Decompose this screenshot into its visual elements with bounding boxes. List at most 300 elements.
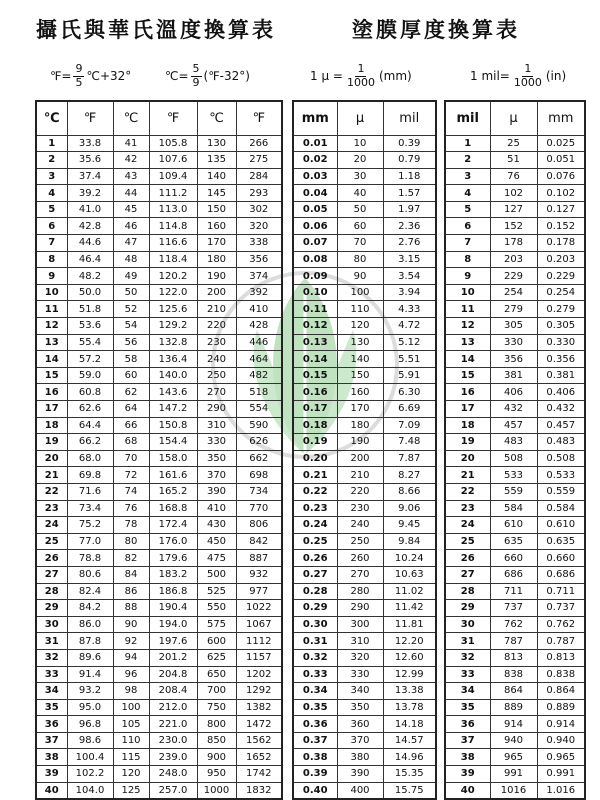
table-cell: 0.23 xyxy=(293,500,337,517)
table-cell: 1 xyxy=(36,135,67,152)
table-cell: 180 xyxy=(197,251,236,268)
table-cell: 0.14 xyxy=(293,351,337,368)
table-cell: 508 xyxy=(490,450,537,467)
table-row xyxy=(293,749,436,766)
table-cell: 0.13 xyxy=(293,334,337,351)
table-cell: 0.28 xyxy=(293,583,337,600)
table-cell: 0.16 xyxy=(293,384,337,401)
table-cell: 36 xyxy=(36,716,67,733)
table-cell: 940 xyxy=(490,732,537,749)
table-cell: 750 xyxy=(197,699,236,716)
table-cell: 221.0 xyxy=(149,716,197,733)
table-cell: 120 xyxy=(337,318,383,335)
table-cell: 210 xyxy=(197,301,236,318)
table-row xyxy=(293,666,436,683)
table-cell: 977 xyxy=(236,583,282,600)
table-cell: 0.33 xyxy=(293,666,337,683)
table-cell: 787 xyxy=(490,633,537,650)
header-fahrenheit: ℉ xyxy=(149,101,197,135)
table-cell: 60 xyxy=(337,218,383,235)
table-cell: 22 xyxy=(445,483,490,500)
table-cell: 47 xyxy=(113,235,149,252)
table-cell: 0.330 xyxy=(537,334,585,351)
table-cell: 208.4 xyxy=(149,683,197,700)
table-cell: 38 xyxy=(36,749,67,766)
table-cell: 0.381 xyxy=(537,367,585,384)
table-cell: 239.0 xyxy=(149,749,197,766)
table-cell: 257.0 xyxy=(149,782,197,799)
table-cell: 0.102 xyxy=(537,185,585,202)
table-row xyxy=(36,434,282,451)
table-cell: 1016 xyxy=(490,782,537,799)
table-cell: 0.34 xyxy=(293,683,337,700)
table-cell: 17 xyxy=(445,401,490,418)
table-cell: 203 xyxy=(490,251,537,268)
table-cell: 6.30 xyxy=(383,384,436,401)
table-row xyxy=(445,185,585,202)
table-row xyxy=(445,417,585,434)
table-cell: 0.864 xyxy=(537,683,585,700)
table-cell: 20 xyxy=(337,152,383,169)
table-cell: 80 xyxy=(337,251,383,268)
table-cell: 305 xyxy=(490,318,537,335)
table-row xyxy=(36,135,282,152)
table-cell: 46 xyxy=(113,218,149,235)
table-cell: 0.991 xyxy=(537,766,585,783)
table-cell: 102.2 xyxy=(67,766,113,783)
table-row xyxy=(293,318,436,335)
table-cell: 110 xyxy=(337,301,383,318)
table-cell: 0.127 xyxy=(537,201,585,218)
table-cell: 57.2 xyxy=(67,351,113,368)
table-cell: 5.12 xyxy=(383,334,436,351)
table-cell: 290 xyxy=(197,401,236,418)
table-cell: 29 xyxy=(445,600,490,617)
table-cell: 554 xyxy=(236,401,282,418)
table-cell: 114.8 xyxy=(149,218,197,235)
table-row xyxy=(445,301,585,318)
table-cell: 266 xyxy=(236,135,282,152)
table-row xyxy=(445,517,585,534)
title-thickness: 塗膜厚度換算表 xyxy=(352,18,520,42)
formula-prefix: 1 mil= xyxy=(470,69,510,83)
table-row xyxy=(36,185,282,202)
table-cell: 734 xyxy=(236,483,282,500)
table-cell: 140.0 xyxy=(149,367,197,384)
table-cell: 28 xyxy=(36,583,67,600)
table-cell: 0.11 xyxy=(293,301,337,318)
table-cell: 0.737 xyxy=(537,600,585,617)
table-cell: 0.584 xyxy=(537,500,585,517)
header-micron: μ xyxy=(490,101,537,135)
table-cell: 17 xyxy=(36,401,67,418)
table-cell: 130 xyxy=(337,334,383,351)
table-cell: 838 xyxy=(490,666,537,683)
fraction-denominator: 5 xyxy=(75,75,83,89)
table-cell: 475 xyxy=(197,550,236,567)
table-cell: 127 xyxy=(490,201,537,218)
table-cell: 0.36 xyxy=(293,716,337,733)
table-cell: 350 xyxy=(337,699,383,716)
table-cell: 390 xyxy=(337,766,383,783)
table-row xyxy=(445,533,585,550)
table-cell: 806 xyxy=(236,517,282,534)
table-cell: 293 xyxy=(236,185,282,202)
table-cell: 11.02 xyxy=(383,583,436,600)
table-row xyxy=(445,649,585,666)
formula-prefix: ℃= xyxy=(165,69,189,83)
table-cell: 98 xyxy=(113,683,149,700)
table-cell: 1292 xyxy=(236,683,282,700)
table-cell: 457 xyxy=(490,417,537,434)
table-cell: 635 xyxy=(490,533,537,550)
table-cell: 0.04 xyxy=(293,185,337,202)
table-row xyxy=(445,384,585,401)
table-row xyxy=(36,384,282,401)
table-cell: 26 xyxy=(36,550,67,567)
table-cell: 0.31 xyxy=(293,633,337,650)
table-row xyxy=(445,716,585,733)
table-cell: 0.940 xyxy=(537,732,585,749)
table-cell: 49 xyxy=(113,268,149,285)
table-cell: 6 xyxy=(36,218,67,235)
table-cell: 10.24 xyxy=(383,550,436,567)
table-cell: 1022 xyxy=(236,600,282,617)
table-row xyxy=(445,401,585,418)
table-cell: 0.25 xyxy=(293,533,337,550)
table-cell: 98.6 xyxy=(67,732,113,749)
table-cell: 0.025 xyxy=(537,135,585,152)
table-cell: 813 xyxy=(490,649,537,666)
table-row xyxy=(445,600,585,617)
table-cell: 53.6 xyxy=(67,318,113,335)
table-cell: 94 xyxy=(113,649,149,666)
table-cell: 74 xyxy=(113,483,149,500)
table-cell: 3.15 xyxy=(383,251,436,268)
table-cell: 10.63 xyxy=(383,566,436,583)
table-cell: 176.0 xyxy=(149,533,197,550)
table-row xyxy=(445,550,585,567)
table-row xyxy=(293,367,436,384)
table-cell: 40 xyxy=(36,782,67,799)
table-row xyxy=(36,152,282,169)
formula-fraction xyxy=(345,63,377,88)
table-cell: 10 xyxy=(36,284,67,301)
table-cell: 50.0 xyxy=(67,284,113,301)
table-cell: 356 xyxy=(236,251,282,268)
table-cell: 14.18 xyxy=(383,716,436,733)
table-row xyxy=(36,666,282,683)
table-row xyxy=(445,683,585,700)
table-cell: 575 xyxy=(197,616,236,633)
fraction-denominator: 1000 xyxy=(346,75,375,89)
formula-suffix: (in) xyxy=(545,69,567,83)
table-row xyxy=(293,201,436,218)
header-celsius: ℃ xyxy=(113,101,149,135)
table-cell: 16 xyxy=(36,384,67,401)
formula-suffix: ℃+32° xyxy=(86,69,132,83)
table-cell: 71.6 xyxy=(67,483,113,500)
table-cell: 39 xyxy=(36,766,67,783)
table-cell: 0.08 xyxy=(293,251,337,268)
header-micron: μ xyxy=(337,101,383,135)
table-row xyxy=(445,483,585,500)
table-cell: 0.05 xyxy=(293,201,337,218)
table-cell: 38 xyxy=(445,749,490,766)
table-cell: 518 xyxy=(236,384,282,401)
table-cell: 1832 xyxy=(236,782,282,799)
table-cell: 914 xyxy=(490,716,537,733)
table-cell: 140 xyxy=(197,168,236,185)
table-cell: 140 xyxy=(337,351,383,368)
table-cell: 11.81 xyxy=(383,616,436,633)
table-cell: 147.2 xyxy=(149,401,197,418)
formula-micron xyxy=(310,58,412,94)
table-cell: 260 xyxy=(337,550,383,567)
fraction-denominator: 9 xyxy=(192,75,200,89)
header-celsius: ℃ xyxy=(197,101,236,135)
table-cell: 35.6 xyxy=(67,152,113,169)
table-row xyxy=(293,235,436,252)
table-cell: 80 xyxy=(113,533,149,550)
header-mm: mm xyxy=(293,101,337,135)
table-cell: 0.203 xyxy=(537,251,585,268)
table-cell: 590 xyxy=(236,417,282,434)
table-row xyxy=(293,683,436,700)
table-cell: 330 xyxy=(490,334,537,351)
table-cell: 1472 xyxy=(236,716,282,733)
table-row xyxy=(293,716,436,733)
table-row xyxy=(445,566,585,583)
table-cell: 152 xyxy=(490,218,537,235)
table-cell: 77.0 xyxy=(67,533,113,550)
table-row xyxy=(36,301,282,318)
table-cell: 30 xyxy=(36,616,67,633)
table-cell: 662 xyxy=(236,450,282,467)
table-cell: 240 xyxy=(197,351,236,368)
table-row xyxy=(36,649,282,666)
thickness-table xyxy=(292,100,437,800)
table-cell: 284 xyxy=(236,168,282,185)
table-cell: 64 xyxy=(113,401,149,418)
table-cell: 44.6 xyxy=(67,235,113,252)
table-cell: 190.4 xyxy=(149,600,197,617)
table-cell: 51.8 xyxy=(67,301,113,318)
table-cell: 5.51 xyxy=(383,351,436,368)
table-cell: 33.8 xyxy=(67,135,113,152)
table-cell: 300 xyxy=(337,616,383,633)
table-row xyxy=(293,766,436,783)
table-cell: 0.40 xyxy=(293,782,337,799)
table-cell: 118.4 xyxy=(149,251,197,268)
table-row xyxy=(445,318,585,335)
table-cell: 33 xyxy=(445,666,490,683)
table-cell: 240 xyxy=(337,517,383,534)
table-cell: 392 xyxy=(236,284,282,301)
table-cell: 7 xyxy=(36,235,67,252)
table-cell: 100.4 xyxy=(67,749,113,766)
table-cell: 13 xyxy=(36,334,67,351)
table-row xyxy=(445,218,585,235)
table-cell: 900 xyxy=(197,749,236,766)
table-cell: 42.8 xyxy=(67,218,113,235)
table-row xyxy=(293,649,436,666)
table-cell: 48.2 xyxy=(67,268,113,285)
table-cell: 73.4 xyxy=(67,500,113,517)
table-cell: 533 xyxy=(490,467,537,484)
table-cell: 9 xyxy=(445,268,490,285)
table-row xyxy=(293,583,436,600)
table-cell: 37.4 xyxy=(67,168,113,185)
table-cell: 86.0 xyxy=(67,616,113,633)
table-row xyxy=(36,467,282,484)
table-cell: 1157 xyxy=(236,649,282,666)
table-cell: 69.8 xyxy=(67,467,113,484)
table-cell: 737 xyxy=(490,600,537,617)
table-cell: 3.54 xyxy=(383,268,436,285)
table-cell: 100 xyxy=(337,284,383,301)
table-row xyxy=(36,218,282,235)
table-cell: 0.03 xyxy=(293,168,337,185)
table-row xyxy=(36,201,282,218)
table-row xyxy=(445,583,585,600)
table-cell: 66.2 xyxy=(67,434,113,451)
table-cell: 330 xyxy=(337,666,383,683)
table-row xyxy=(445,450,585,467)
table-cell: 248.0 xyxy=(149,766,197,783)
table-cell: 23 xyxy=(445,500,490,517)
table-cell: 145 xyxy=(197,185,236,202)
table-cell: 711 xyxy=(490,583,537,600)
table-row xyxy=(445,235,585,252)
table-row xyxy=(445,251,585,268)
table-cell: 12.60 xyxy=(383,649,436,666)
table-row xyxy=(36,318,282,335)
table-cell: 93.2 xyxy=(67,683,113,700)
table-cell: 390 xyxy=(197,483,236,500)
table-cell: 338 xyxy=(236,235,282,252)
table-cell: 70 xyxy=(337,235,383,252)
table-cell: 161.6 xyxy=(149,467,197,484)
table-cell: 18 xyxy=(445,417,490,434)
table-cell: 190 xyxy=(197,268,236,285)
table-cell: 660 xyxy=(490,550,537,567)
table-cell: 170 xyxy=(337,401,383,418)
table-cell: 35 xyxy=(445,699,490,716)
table-cell: 4.33 xyxy=(383,301,436,318)
table-cell: 59.0 xyxy=(67,367,113,384)
table-row xyxy=(36,616,282,633)
mil-table-body xyxy=(445,135,585,799)
table-cell: 0.686 xyxy=(537,566,585,583)
table-cell: 330 xyxy=(197,434,236,451)
table-cell: 482 xyxy=(236,367,282,384)
table-cell: 770 xyxy=(236,500,282,517)
table-cell: 113.0 xyxy=(149,201,197,218)
table-cell: 31 xyxy=(36,633,67,650)
table-cell: 584 xyxy=(490,500,537,517)
formula-fahrenheit xyxy=(50,58,131,94)
table-cell: 0.787 xyxy=(537,633,585,650)
table-cell: 150 xyxy=(197,201,236,218)
table-cell: 374 xyxy=(236,268,282,285)
table-cell: 62.6 xyxy=(67,401,113,418)
table-cell: 356 xyxy=(490,351,537,368)
table-cell: 92 xyxy=(113,633,149,650)
table-cell: 0.21 xyxy=(293,467,337,484)
table-cell: 186.8 xyxy=(149,583,197,600)
table-cell: 15.35 xyxy=(383,766,436,783)
table-cell: 0.29 xyxy=(293,600,337,617)
table-row xyxy=(293,732,436,749)
table-cell: 178 xyxy=(490,235,537,252)
table-cell: 52 xyxy=(113,301,149,318)
table-row xyxy=(445,351,585,368)
table-row xyxy=(36,367,282,384)
table-cell: 230.0 xyxy=(149,732,197,749)
table-cell: 350 xyxy=(197,450,236,467)
table-cell: 172.4 xyxy=(149,517,197,534)
table-cell: 0.051 xyxy=(537,152,585,169)
table-cell: 20 xyxy=(445,450,490,467)
table-cell: 7.48 xyxy=(383,434,436,451)
table-row xyxy=(293,550,436,567)
table-cell: 0.610 xyxy=(537,517,585,534)
table-cell: 116.6 xyxy=(149,235,197,252)
table-cell: 88 xyxy=(113,600,149,617)
formula-mil xyxy=(470,58,566,94)
table-cell: 0.914 xyxy=(537,716,585,733)
formula-celsius xyxy=(165,58,250,94)
table-cell: 23 xyxy=(36,500,67,517)
table-cell: 34 xyxy=(36,683,67,700)
table-cell: 0.15 xyxy=(293,367,337,384)
formula-prefix: ℉= xyxy=(50,69,72,83)
table-row xyxy=(36,401,282,418)
table-cell: 95.0 xyxy=(67,699,113,716)
table-cell: 58 xyxy=(113,351,149,368)
table-cell: 3 xyxy=(445,168,490,185)
table-cell: 64.4 xyxy=(67,417,113,434)
header-fahrenheit: ℉ xyxy=(236,101,282,135)
table-cell: 129.2 xyxy=(149,318,197,335)
table-row xyxy=(445,135,585,152)
table-cell: 1 xyxy=(445,135,490,152)
table-row xyxy=(293,168,436,185)
table-cell: 76 xyxy=(113,500,149,517)
table-cell: 11 xyxy=(36,301,67,318)
table-cell: 82 xyxy=(113,550,149,567)
table-cell: 0.457 xyxy=(537,417,585,434)
table-cell: 464 xyxy=(236,351,282,368)
table-cell: 220 xyxy=(197,318,236,335)
table-cell: 5 xyxy=(36,201,67,218)
table-cell: 122.0 xyxy=(149,284,197,301)
table-cell: 32 xyxy=(445,649,490,666)
table-cell: 0.508 xyxy=(537,450,585,467)
table-cell: 10 xyxy=(445,284,490,301)
table-cell: 550 xyxy=(197,600,236,617)
table-cell: 0.229 xyxy=(537,268,585,285)
table-row xyxy=(445,284,585,301)
table-cell: 104.0 xyxy=(67,782,113,799)
table-cell: 41 xyxy=(113,135,149,152)
table-cell: 30 xyxy=(445,616,490,633)
table-cell: 8.27 xyxy=(383,467,436,484)
table-row xyxy=(293,301,436,318)
table-cell: 965 xyxy=(490,749,537,766)
table-cell: 190 xyxy=(337,434,383,451)
